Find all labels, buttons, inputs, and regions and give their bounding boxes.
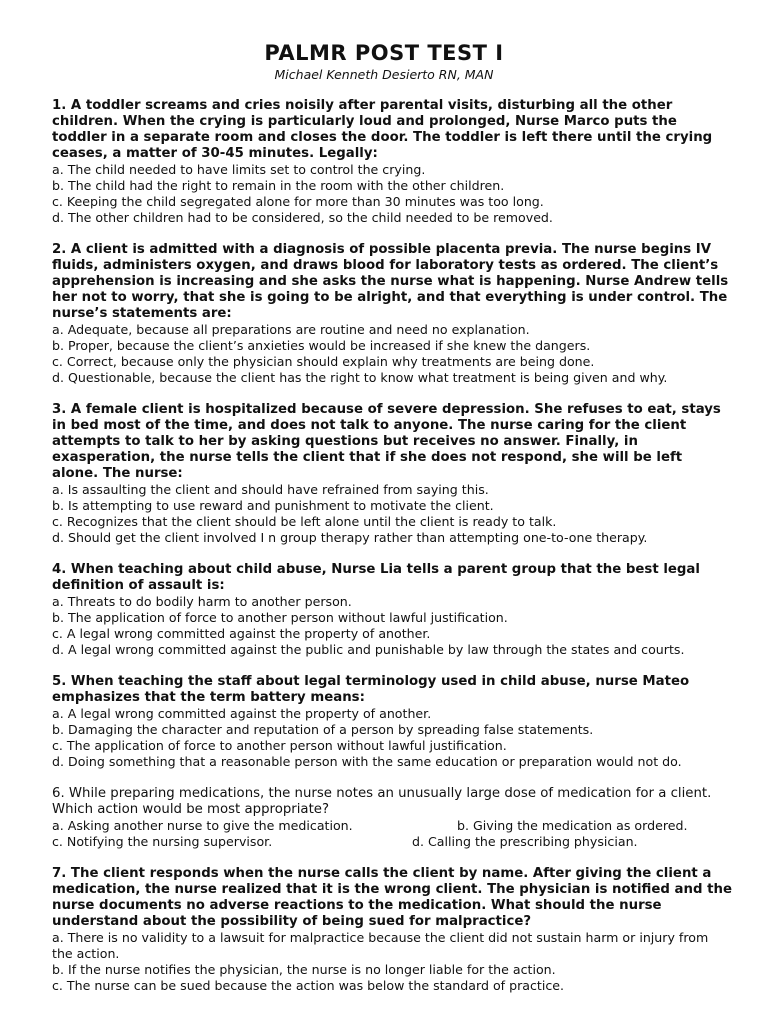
option-b: b. The child had the right to remain in the room with the other children. <box>52 178 505 193</box>
author-line: Michael Kenneth Desierto RN, MAN <box>274 67 494 82</box>
question-stem: 3. A female client is hospitalized because of severe depression. She refuses to eat, stays in bed most of the time, and does not talk to anyone. The nurse caring for the client attempts to talk to her by asking questions but receives no answer. Finally, in exasperation, the nurse tells the client that if she does not respond, she will be left alone. The nurse: <box>52 402 721 481</box>
option-a: a. Is assaulting the client and should have refrained from saying this. <box>52 482 489 497</box>
page-title: PALMR POST TEST I <box>264 41 504 65</box>
question-3 <box>52 402 732 546</box>
question-stem: 7. The client responds when the nurse calls the client by name. After giving the client a medication, the nurse realized that it is the wrong client. The physician is notified and the nurse documents no adverse reactions to the medication. What should the nurse understand about the possibility of being sued for malpractice? <box>52 866 732 929</box>
option-c: c. The application of force to another person without lawful justification. <box>52 738 507 753</box>
question-1 <box>52 98 732 226</box>
question-stem: 4. When teaching about child abuse, Nurse Lia tells a parent group that the best legal definition of assault is: <box>52 562 700 593</box>
option-c: c. Recognizes that the client should be left alone until the client is ready to talk. <box>52 514 557 529</box>
option-d: d. Calling the prescribing physician. <box>412 834 638 849</box>
option-d: d. Should get the client involved I n group therapy rather than attempting one-to-one therapy. <box>52 530 648 545</box>
question-7 <box>52 866 732 994</box>
option-c: c. The nurse can be sued because the action was below the standard of practice. <box>52 978 565 993</box>
question-stem: 1. A toddler screams and cries noisily after parental visits, disturbing all the other children. When the crying is particularly loud and prolonged, Nurse Marco puts the toddler in a separate room and closes the door. The toddler is left there until the crying ceases, a matter of 30-45 minutes. Legally: <box>52 98 713 161</box>
question-stem: 6. While preparing medications, the nurse notes an unusually large dose of medication for a client. Which action would be most appropriate? <box>52 786 712 817</box>
option-b: b. Damaging the character and reputation of a person by spreading false statements. <box>52 722 594 737</box>
option-b: b. If the nurse notifies the physician, the nurse is no longer liable for the action. <box>52 962 556 977</box>
option-a: a. Asking another nurse to give the medication. <box>52 818 353 833</box>
option-d: d. Doing something that a reasonable person with the same education or preparation would not do. <box>52 754 682 769</box>
question-stem: 2. A client is admitted with a diagnosis of possible placenta previa. The nurse begins IV fluids, administers oxygen, and draws blood for laboratory tests as ordered. The client’s apprehension is increasing and she asks the nurse what is happening. Nurse Andrew tells her not to worry, that she is going to be alright, and that everything is under control. The nurse’s statements are: <box>52 242 729 321</box>
option-c: c. A legal wrong committed against the property of another. <box>52 626 431 641</box>
option-a: a. Threats to do bodily harm to another person. <box>52 594 352 609</box>
option-b: b. The application of force to another person without lawful justification. <box>52 610 508 625</box>
option-d: d. The other children had to be considered, so the child needed to be removed. <box>52 210 553 225</box>
question-2 <box>52 242 732 386</box>
option-c: c. Notifying the nursing supervisor. <box>52 834 273 849</box>
option-b: b. Proper, because the client’s anxieties would be increased if she knew the dangers. <box>52 338 591 353</box>
option-b: b. Giving the medication as ordered. <box>457 818 688 833</box>
option-d: d. A legal wrong committed against the public and punishable by law through the states and courts. <box>52 642 685 657</box>
question-5 <box>52 674 732 770</box>
option-row <box>52 818 732 834</box>
option-c: c. Keeping the child segregated alone for more than 30 minutes was too long. <box>52 194 544 209</box>
question-6 <box>52 786 732 850</box>
option-c: c. Correct, because only the physician should explain why treatments are being done. <box>52 354 595 369</box>
question-4 <box>52 562 732 658</box>
option-d: d. Questionable, because the client has the right to know what treatment is being given and why. <box>52 370 668 385</box>
option-a: a. The child needed to have limits set to control the crying. <box>52 162 426 177</box>
option-a: a. A legal wrong committed against the property of another. <box>52 706 432 721</box>
option-a: a. Adequate, because all preparations are routine and need no explanation. <box>52 322 530 337</box>
option-b: b. Is attempting to use reward and punishment to motivate the client. <box>52 498 494 513</box>
question-list <box>52 98 732 1010</box>
question-stem: 5. When teaching the staff about legal terminology used in child abuse, nurse Mateo emphasizes that the term battery means: <box>52 674 690 705</box>
option-a: a. There is no validity to a lawsuit for malpractice because the client did not sustain harm or injury from the action. <box>52 930 709 961</box>
option-row <box>52 834 732 850</box>
